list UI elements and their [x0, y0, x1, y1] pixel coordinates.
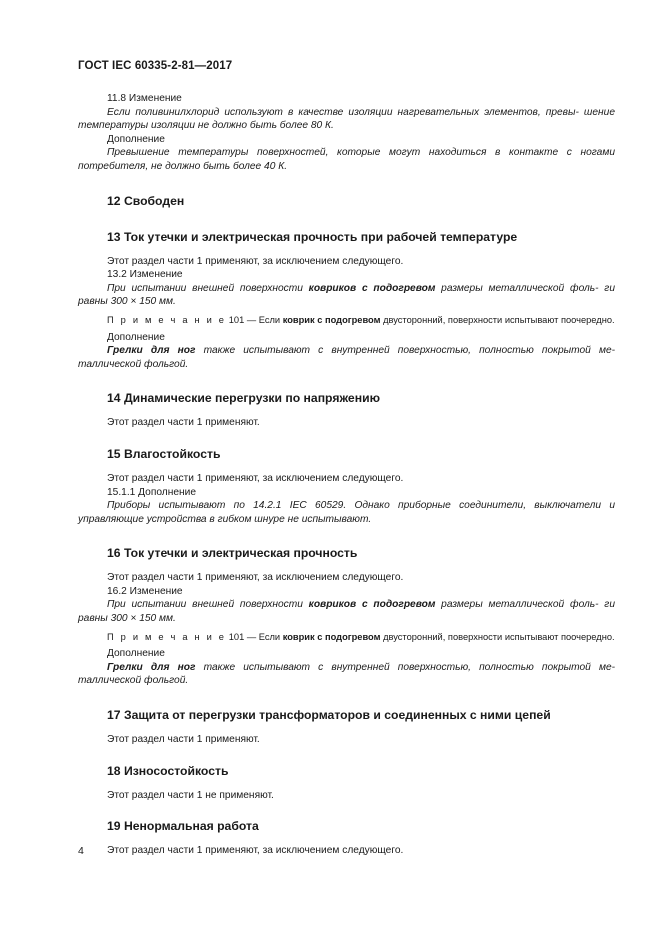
- clause-15-1-1-label: 15.1.1 Дополнение: [107, 486, 197, 498]
- section-14-text: Этот раздел части 1 применяют.: [107, 417, 260, 429]
- section-13-title: 13 Ток утечки и электрическая прочность при рабочей температуре: [107, 229, 518, 244]
- section-14-title: 14 Динамические перегрузки по напряжению: [107, 391, 380, 406]
- page-number: 4: [78, 845, 84, 857]
- section-18-title: 18 Износостойкость: [107, 763, 229, 778]
- note-13-101: П р и м е ч а н и е 101 — Если коврик с подогревом двусторонний, поверхности испытывают поочередно.: [107, 314, 615, 325]
- section-18-text: Этот раздел части 1 не применяют.: [107, 789, 274, 801]
- clause-16-2-label: 16.2 Изменение: [107, 585, 183, 597]
- document-body: [78, 92, 615, 858]
- section-15-intro: Этот раздел части 1 применяют, за исключением следующего.: [107, 472, 404, 484]
- document-header: ГОСТ IEC 60335-2-81—2017: [78, 60, 233, 72]
- section-15-title: 15 Влагостойкость: [107, 446, 221, 461]
- section-13-intro: Этот раздел части 1 применяют, за исключением следующего.: [107, 255, 404, 267]
- clause-16-add-text: Грелки для ног также испытывают с внутренней поверхностью, полностью покрытой ме- таллической фольгой.: [78, 661, 615, 687]
- section-16-intro: Этот раздел части 1 применяют, за исключением следующего.: [107, 572, 404, 584]
- section-19-text: Этот раздел части 1 применяют, за исключением следующего.: [107, 845, 404, 857]
- note-16-101: П р и м е ч а н и е 101 — Если коврик с подогревом двусторонний, поверхности испытывают поочередно.: [107, 631, 615, 642]
- section-19-title: 19 Ненормальная работа: [107, 819, 259, 834]
- clause-11-8-text: Если поливинилхлорид используют в качестве изоляции нагревательных элементов, превы- шение температуры изоляции не должно быть более 80 К.: [78, 106, 615, 132]
- clause-13-add-label: Дополнение: [107, 331, 165, 343]
- clause-15-1-1-text: Приборы испытывают по 14.2.1 IEC 60529. Однако приборные соединители, выключатели и управляющие устройства в гибком шнуре не испытывают.: [78, 500, 615, 525]
- clause-11-8-add-text: Превышение температуры поверхностей, которые могут находиться в контакте с ногами потребителя, не должно быть более 40 К.: [78, 147, 615, 172]
- clause-13-2-label: 13.2 Изменение: [107, 269, 183, 281]
- clause-11-8-add-label: Дополнение: [107, 133, 165, 145]
- section-16-title: 16 Ток утечки и электрическая прочность: [107, 546, 358, 561]
- section-12-title: 12 Свободен: [107, 193, 185, 208]
- clause-16-2-text: При испытании внешней поверхности ковриков с подогревом размеры металлической фоль- ги равны 300 × 150 мм.: [78, 599, 615, 625]
- clause-13-add-text: Грелки для ног также испытывают с внутренней поверхностью, полностью покрытой ме- таллической фольгой.: [78, 345, 615, 370]
- section-17-title: 17 Защита от перегрузки трансформаторов и соединенных с ними цепей: [107, 708, 551, 723]
- clause-16-add-label: Дополнение: [107, 648, 165, 660]
- clause-11-8-label: 11.8 Изменение: [107, 93, 182, 104]
- clause-13-2-text: При испытании внешней поверхности ковриков с подогревом размеры металлической фоль- ги равны 300 × 150 мм.: [78, 282, 615, 308]
- section-17-text: Этот раздел части 1 применяют.: [107, 734, 260, 746]
